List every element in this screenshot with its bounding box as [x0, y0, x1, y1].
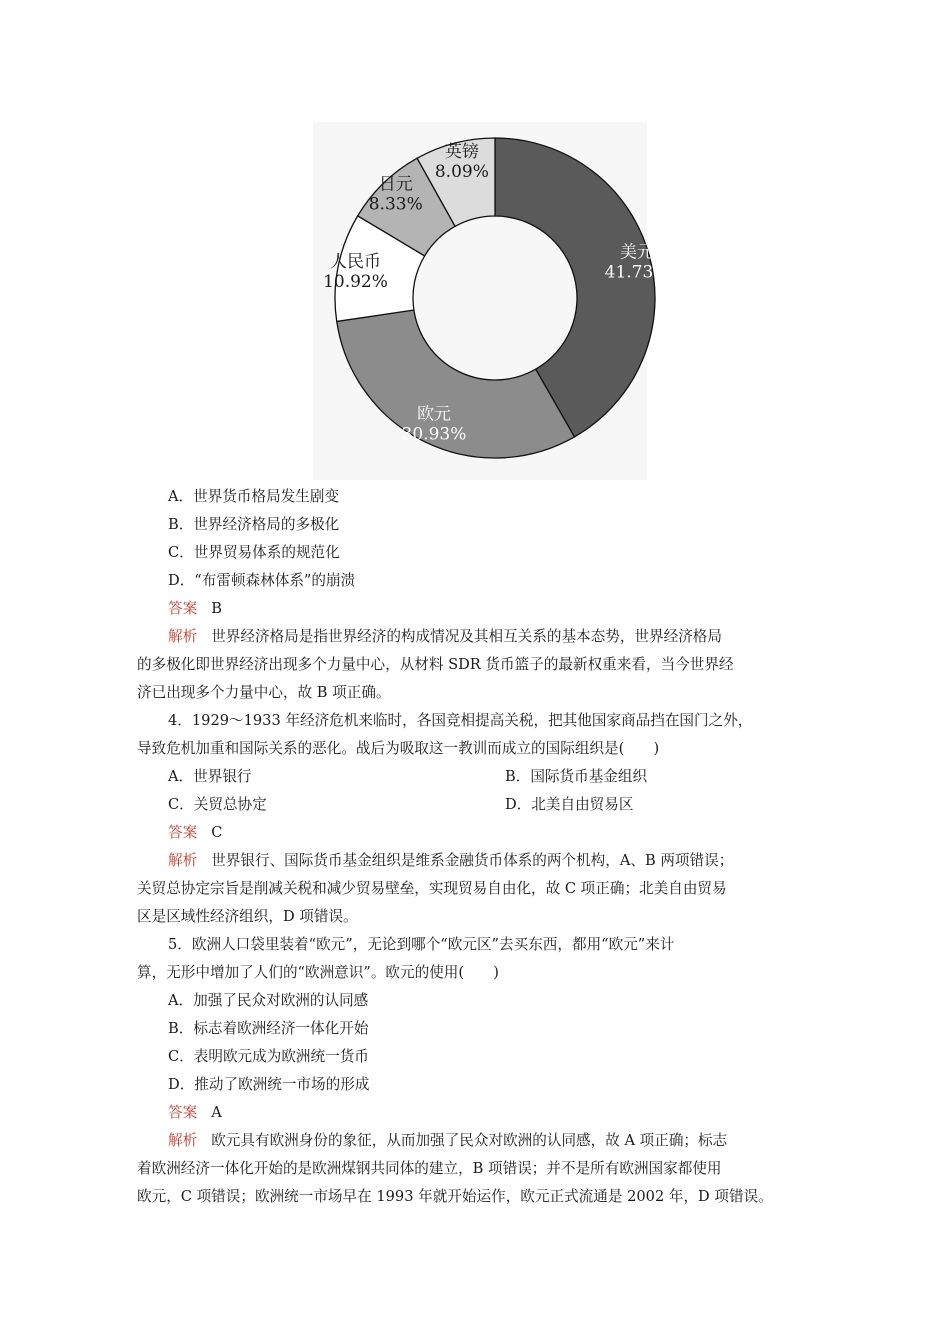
q3-option-d: D．“布雷顿森林体系”的崩溃 [168, 572, 356, 589]
q3-option-a: A．世界货币格局发生剧变 [168, 488, 340, 505]
donut-svg [313, 122, 670, 480]
q4-analysis-label: 解析 [168, 852, 198, 869]
q3-option-b: B．世界经济格局的多极化 [168, 516, 340, 533]
q5-option-b: B．标志着欧洲经济一体化开始 [168, 1020, 369, 1037]
slice-name-label: 日元 [378, 174, 413, 195]
q5-analysis-text-1: 欧元具有欧洲身份的象征，从而加强了民众对欧洲的认同感，故 A 项正确；标志 [211, 1132, 728, 1149]
q5-analysis-line-1 [168, 1127, 858, 1155]
q3-answer-label: 答案 [168, 600, 198, 617]
q5-option-c: C．表明欧元成为欧洲统一货币 [168, 1048, 369, 1065]
q4-option-d: D．北美自由贸易区 [505, 796, 634, 813]
q5-answer-value: A [211, 1104, 222, 1121]
q3-analysis-line-1 [168, 623, 858, 651]
q5-option-a: A．加强了民众对欧洲的认同感 [168, 992, 369, 1009]
q5-stem-1: 5．欧洲人口袋里装着“欧元”，无论到哪个“欧元区”去买东西，都用“欧元”来计 [168, 936, 675, 953]
q3-analysis-text-3: 济已出现多个力量中心，故 B 项正确。 [137, 684, 391, 701]
q5-option-d: D．推动了欧洲统一市场的形成 [168, 1076, 370, 1093]
slice-name-label: 欧元 [416, 404, 451, 425]
q3-option-c: C．世界贸易体系的规范化 [168, 544, 340, 561]
q4-answer-line [168, 819, 858, 847]
slice-value-label: 41.73% [604, 262, 670, 283]
q5-analysis-label: 解析 [168, 1132, 198, 1149]
slice-value-label: 8.09% [434, 161, 489, 182]
q3-answer-value: B [211, 600, 222, 617]
slice-value-label: 30.93% [401, 424, 467, 445]
q3-answer-line [168, 595, 858, 623]
q4-option-c: C．关贸总协定 [168, 796, 267, 813]
q5-analysis-text-2: 着欧洲经济一体化开始的是欧洲煤钢共同体的建立，B 项错误；并不是所有欧洲国家都使用 [137, 1160, 722, 1177]
slice-name-label: 人民币 [329, 252, 381, 273]
currency-donut-chart [313, 122, 670, 480]
q4-analysis-text-2: 关贸总协定宗旨是削减关税和减少贸易壁垒，实现贸易自由化，故 C 项正确；北美自由贸易 [137, 880, 727, 897]
q4-answer-label: 答案 [168, 824, 198, 841]
q4-analysis-text-3: 区是区域性经济组织，D 项错误。 [137, 908, 358, 925]
q3-analysis-text-2: 的多极化即世界经济出现多个力量中心，从材料 SDR 货币篮子的最新权重来看，当今世界经 [137, 656, 734, 673]
q4-stem-2: 导致危机加重和国际关系的恶化。战后为吸取这一教训而成立的国际组织是( ) [137, 740, 660, 757]
slice-name-label: 英镑 [444, 141, 479, 162]
q4-option-a: A．世界银行 [168, 768, 252, 785]
q5-stem-2: 算，无形中增加了人们的“欧洲意识”。欧元的使用( ) [137, 964, 499, 981]
q4-option-b: B．国际货币基金组织 [505, 768, 648, 785]
q4-analysis-line-1 [168, 847, 858, 875]
slice-value-label: 8.33% [368, 194, 423, 215]
slice-value-label: 10.92% [323, 272, 388, 293]
q3-analysis-label: 解析 [168, 628, 198, 645]
q3-analysis-text-1: 世界经济格局是指世界经济的构成情况及其相互关系的基本态势，世界经济格局 [211, 628, 722, 645]
slice-name-label: 美元 [620, 242, 655, 263]
q5-analysis-text-3: 欧元，C 项错误；欧洲统一市场早在 1993 年就开始运作，欧元正式流通是 2002 年，D 项错误。 [137, 1188, 773, 1205]
q5-answer-label: 答案 [168, 1104, 198, 1121]
q4-answer-value: C [211, 824, 223, 841]
q4-stem-1: 4．1929～1933 年经济危机来临时，各国竞相提高关税，把其他国家商品挡在国门之外， [168, 712, 753, 729]
q5-answer-line [168, 1099, 858, 1127]
q4-analysis-text-1: 世界银行、国际货币基金组织是维系金融货币体系的两个机构，A、B 两项错误； [211, 852, 734, 869]
